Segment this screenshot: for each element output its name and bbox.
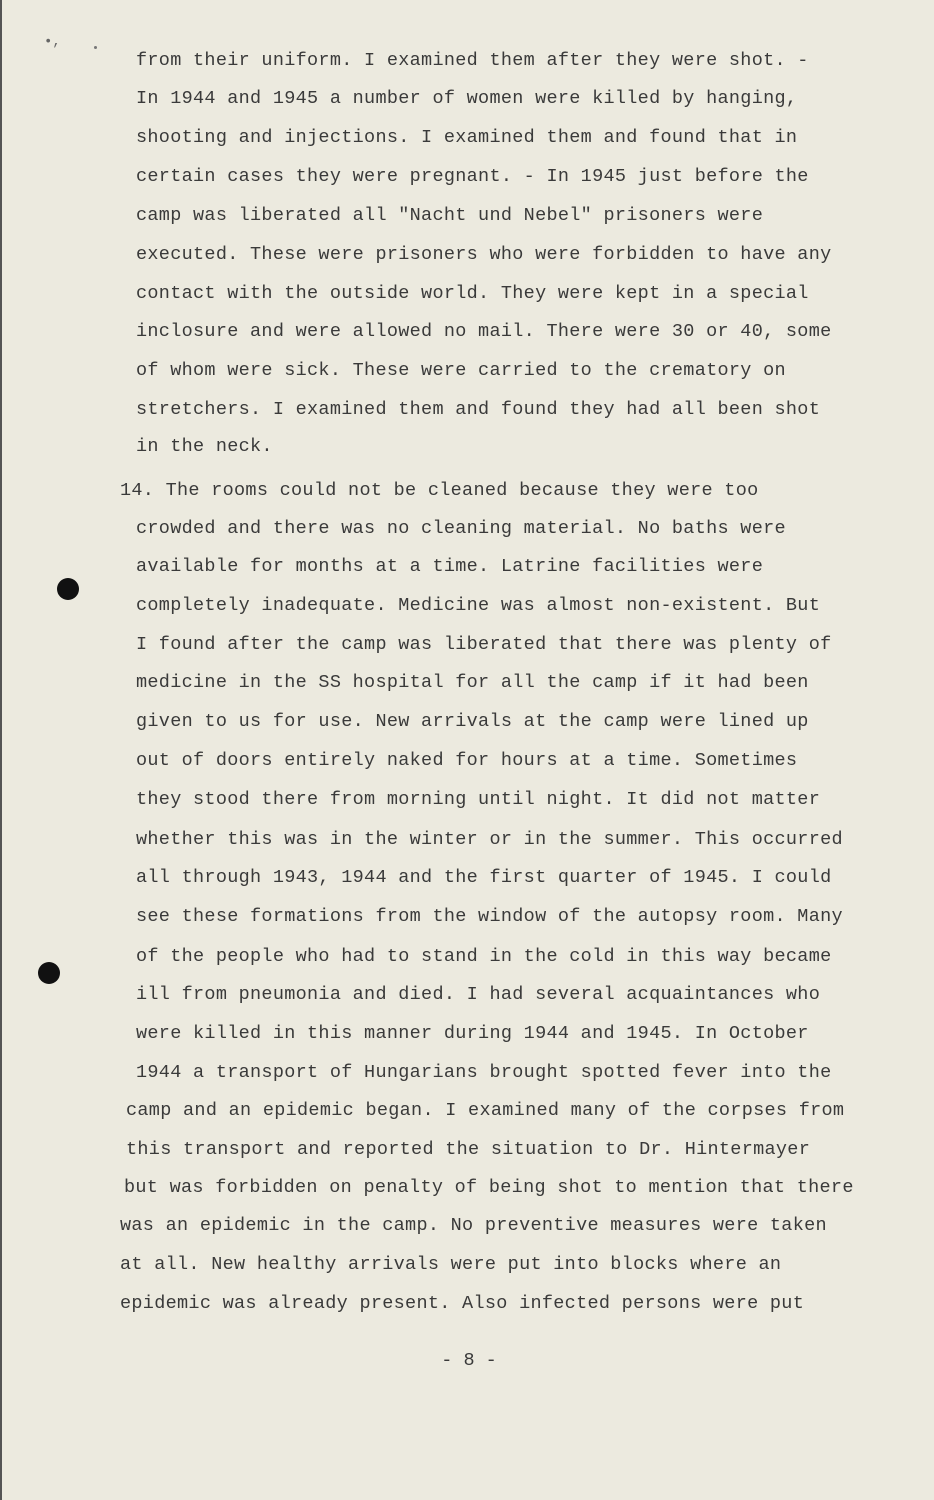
text-line: they stood there from morning until night. It did not matter bbox=[136, 789, 821, 810]
text-line: but was forbidden on penalty of being shot to mention that there bbox=[124, 1177, 854, 1198]
punch-hole bbox=[38, 962, 60, 984]
text-line: epidemic was already present. Also infected persons were put bbox=[120, 1293, 805, 1314]
text-line: this transport and reported the situation to Dr. Hintermayer bbox=[126, 1139, 811, 1160]
text-line: shooting and injections. I examined them and found that in bbox=[136, 127, 798, 148]
text-line: see these formations from the window of the autopsy room. Many bbox=[136, 906, 843, 927]
text-line: executed. These were prisoners who were forbidden to have any bbox=[136, 244, 832, 265]
page-number: - 8 - bbox=[441, 1350, 497, 1371]
text-line: camp was liberated all "Nacht und Nebel" prisoners were bbox=[136, 205, 764, 226]
text-line: given to us for use. New arrivals at the camp were lined up bbox=[136, 711, 809, 732]
text-line: of the people who had to stand in the cold in this way became bbox=[136, 946, 832, 967]
text-line: out of doors entirely naked for hours at a time. Sometimes bbox=[136, 750, 798, 771]
text-line: from their uniform. I examined them after they were shot. - bbox=[136, 50, 809, 71]
text-line: camp and an epidemic began. I examined many of the corpses from bbox=[126, 1100, 845, 1121]
text-line: crowded and there was no cleaning material. No baths were bbox=[136, 518, 786, 539]
text-line: stretchers. I examined them and found they had all been shot bbox=[136, 399, 821, 420]
text-line: whether this was in the winter or in the summer. This occurred bbox=[136, 829, 843, 850]
punch-hole bbox=[57, 578, 79, 600]
text-line: certain cases they were pregnant. - In 1945 just before the bbox=[136, 166, 809, 187]
text-line: of whom were sick. These were carried to the crematory on bbox=[136, 360, 786, 381]
stray-mark bbox=[94, 46, 97, 49]
text-line: inclosure and were allowed no mail. There were 30 or 40, some bbox=[136, 321, 832, 342]
text-line: at all. New healthy arrivals were put into blocks where an bbox=[120, 1254, 782, 1275]
paragraph-14-start: 14. The rooms could not be cleaned because they were too bbox=[120, 480, 759, 501]
text-line: In 1944 and 1945 a number of women were killed by hanging, bbox=[136, 88, 798, 109]
text-line: contact with the outside world. They were kept in a special bbox=[136, 283, 809, 304]
text-line: medicine in the SS hospital for all the camp if it had been bbox=[136, 672, 809, 693]
corner-mark: •, bbox=[44, 34, 61, 50]
text-line: 1944 a transport of Hungarians brought spotted fever into the bbox=[136, 1062, 832, 1083]
text-line: completely inadequate. Medicine was almost non-existent. But bbox=[136, 595, 821, 616]
text-line: in the neck. bbox=[136, 436, 273, 457]
text-line: ill from pneumonia and died. I had several acquaintances who bbox=[136, 984, 821, 1005]
text-line: were killed in this manner during 1944 and 1945. In October bbox=[136, 1023, 809, 1044]
text-line: all through 1943, 1944 and the first quarter of 1945. I could bbox=[136, 867, 832, 888]
text-line: was an epidemic in the camp. No preventive measures were taken bbox=[120, 1215, 827, 1236]
text-line: I found after the camp was liberated that there was plenty of bbox=[136, 634, 832, 655]
text-line: available for months at a time. Latrine facilities were bbox=[136, 556, 764, 577]
